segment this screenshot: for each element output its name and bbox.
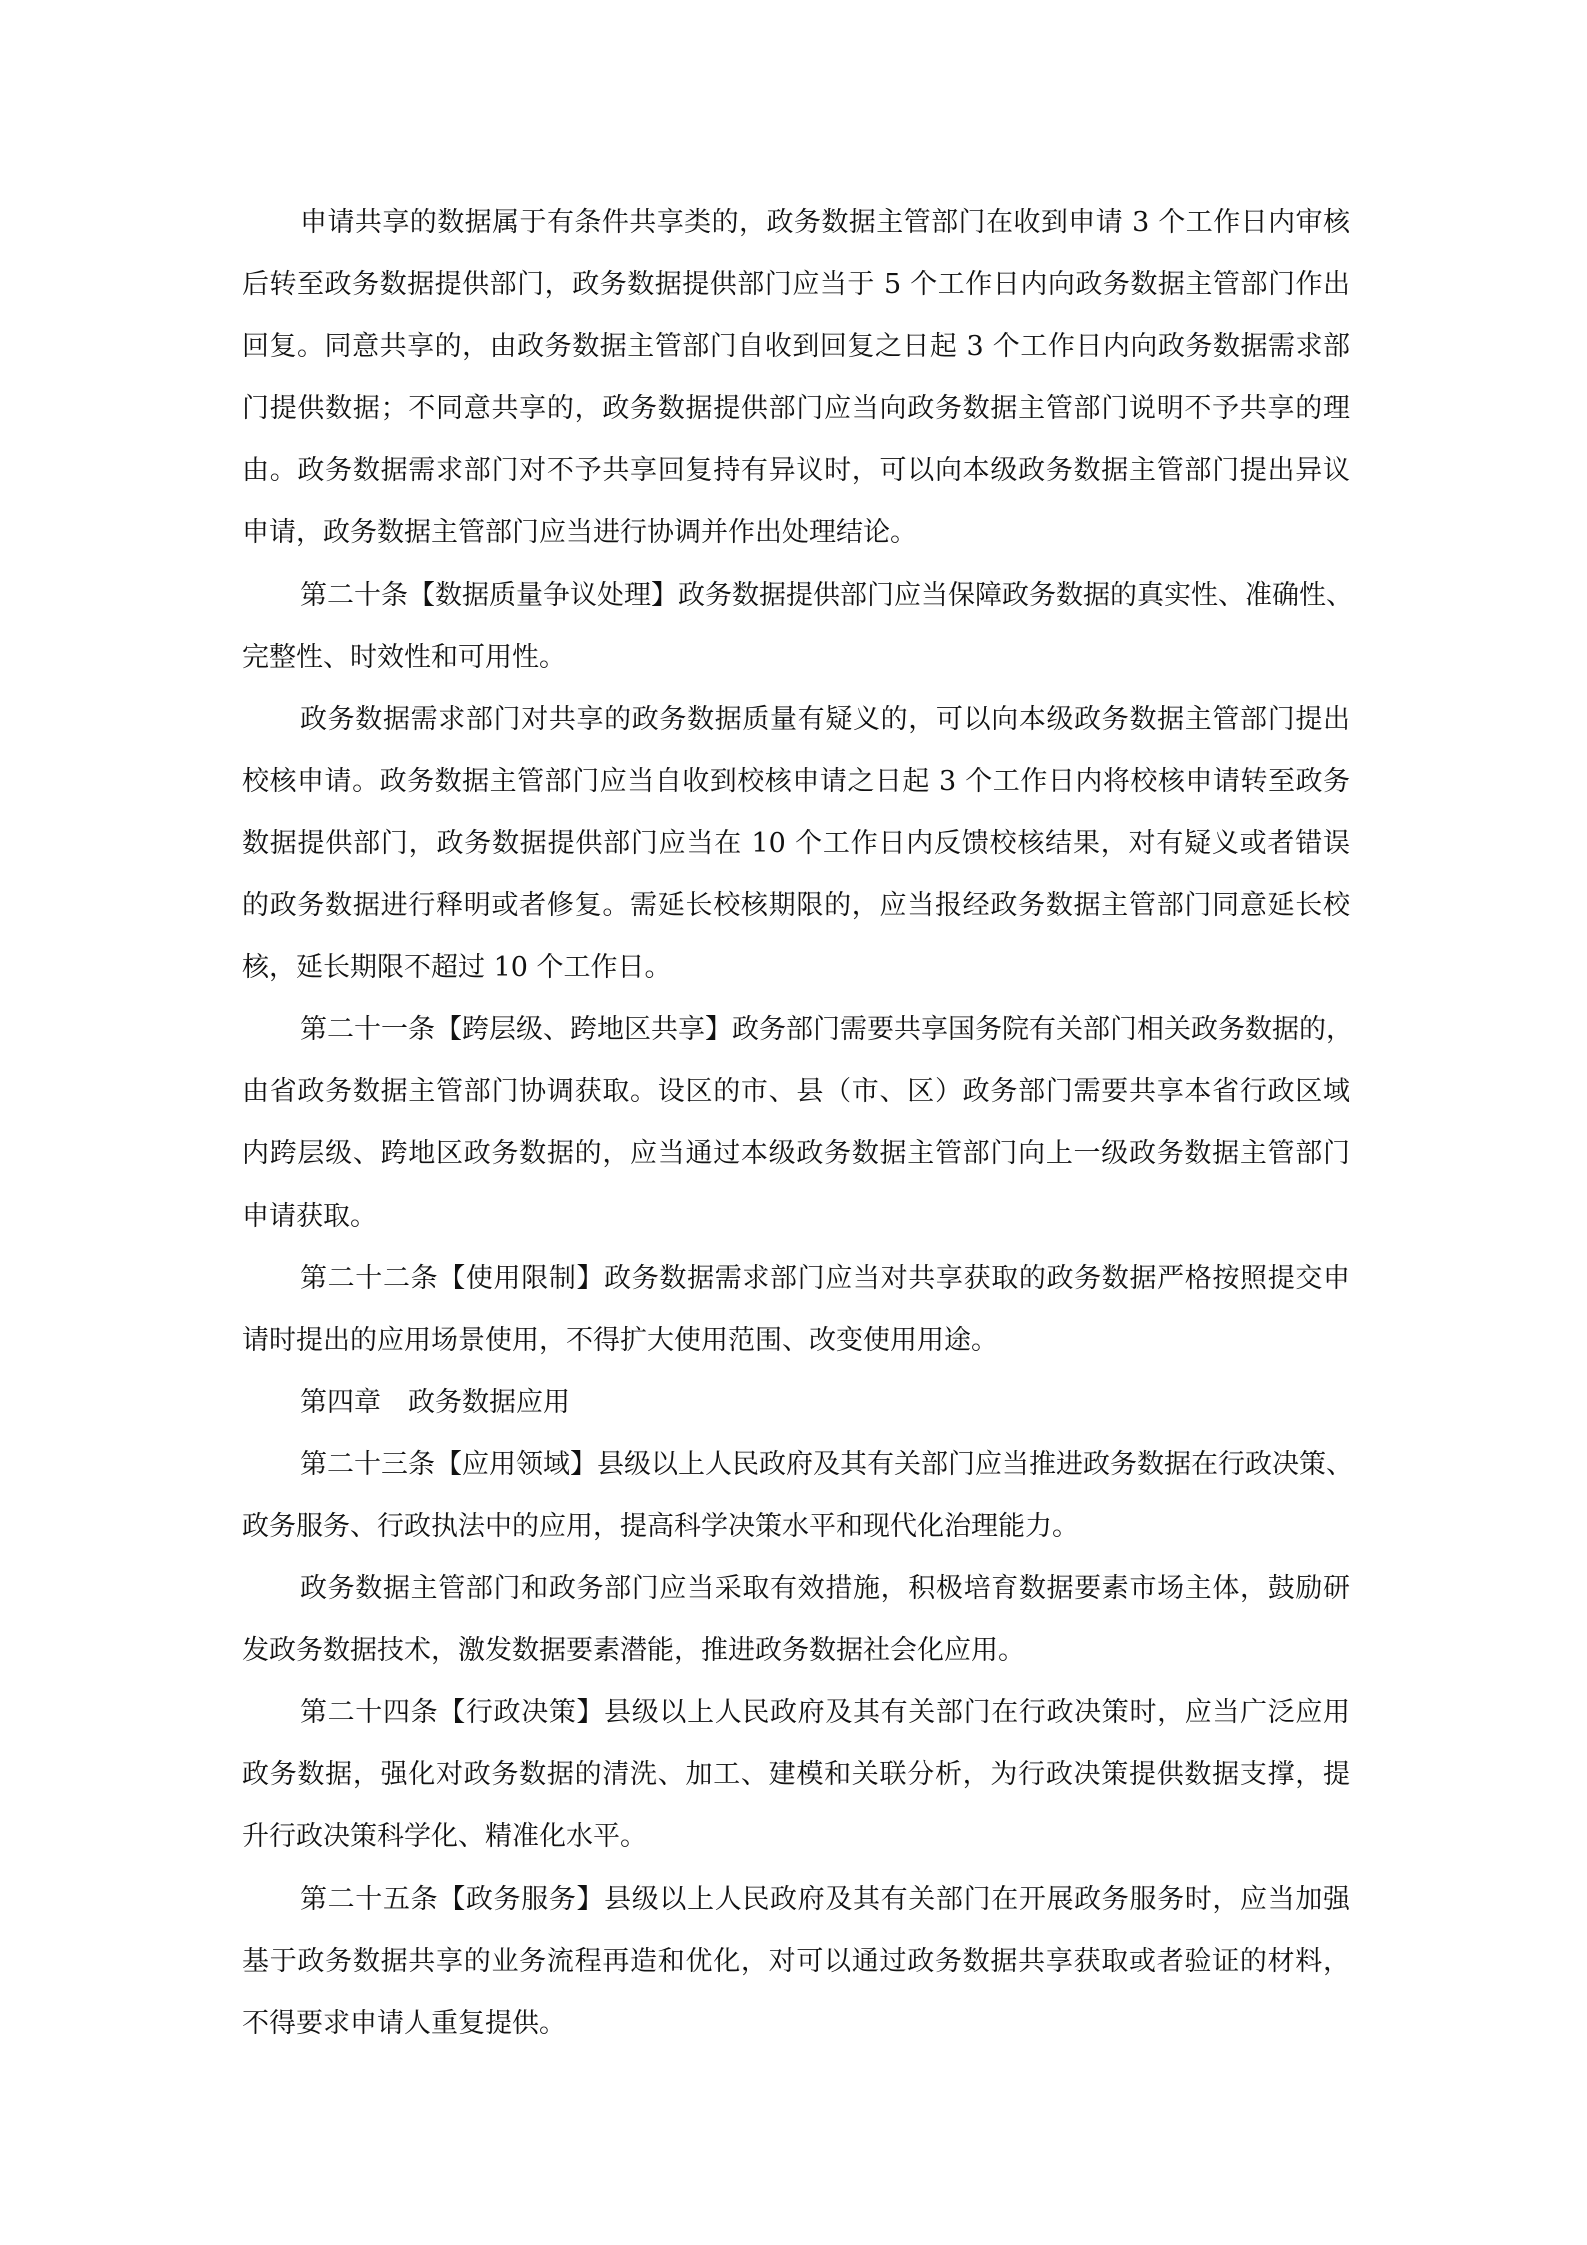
- text-line: 申请共享的数据属于有条件共享类的，政务数据主管部门在收到申请 3 个工作日内审核: [300, 207, 1350, 238]
- text-line: 升行政决策科学化、精准化水平。: [242, 1821, 647, 1853]
- paragraph: [242, 1248, 1350, 1372]
- text-line: 第二十五条【政务服务】县级以上人民政府及其有关部门在开展政务服务时，应当加强: [300, 1883, 1350, 1915]
- text-line: 数据提供部门，政务数据提供部门应当在 10 个工作日内反馈校核结果，对有疑义或者错误: [242, 827, 1350, 859]
- text-line: 政务数据需求部门对共享的政务数据质量有疑义的，可以向本级政务数据主管部门提出: [300, 703, 1350, 735]
- text-line: 第二十二条【使用限制】政务数据需求部门应当对共享获取的政务数据严格按照提交申: [300, 1262, 1350, 1294]
- text-line: 政务服务、行政执法中的应用，提高科学决策水平和现代化治理能力。: [242, 1510, 1079, 1542]
- text-line: 请时提出的应用场景使用，不得扩大使用范围、改变使用用途。: [242, 1324, 998, 1356]
- text-line: 政务数据，强化对政务数据的清洗、加工、建模和关联分析，为行政决策提供数据支撑，提: [242, 1759, 1350, 1791]
- text-line: 政务数据主管部门和政务部门应当采取有效措施，积极培育数据要素市场主体，鼓励研: [300, 1573, 1350, 1605]
- text-line: 基于政务数据共享的业务流程再造和优化，对可以通过政务数据共享获取或者验证的材料，: [242, 1945, 1350, 1977]
- text-line: 后转至政务数据提供部门，政务数据提供部门应当于 5 个工作日内向政务数据主管部门作出: [242, 269, 1350, 301]
- text-line: 第四章 政务数据应用: [300, 1386, 570, 1418]
- text-line: 第二十条【数据质量争议处理】政务数据提供部门应当保障政务数据的真实性、准确性、: [300, 579, 1353, 611]
- text-line: 申请获取。: [242, 1200, 377, 1232]
- paragraph: [242, 1434, 1353, 1558]
- text-line: 内跨层级、跨地区政务数据的，应当通过本级政务数据主管部门向上一级政务数据主管部门: [242, 1138, 1350, 1170]
- paragraph: [242, 1558, 1350, 1682]
- text-line: 核，延长期限不超过 10 个工作日。: [242, 952, 672, 984]
- text-line: 第二十三条【应用领域】县级以上人民政府及其有关部门应当推进政务数据在行政决策、: [300, 1448, 1353, 1480]
- paragraph: [242, 689, 1350, 999]
- text-line: 校核申请。政务数据主管部门应当自收到校核申请之日起 3 个工作日内将校核申请转至政务: [242, 765, 1350, 797]
- text-line: 完整性、时效性和可用性。: [242, 641, 566, 673]
- text-line: 申请，政务数据主管部门应当进行协调并作出处理结论。: [242, 517, 917, 549]
- document-body: [242, 192, 1353, 2055]
- paragraph: [242, 565, 1353, 689]
- text-line: 第二十一条【跨层级、跨地区共享】政务部门需要共享国务院有关部门相关政务数据的，: [300, 1014, 1353, 1046]
- chapter-heading: [242, 1372, 1350, 1434]
- paragraph: [242, 999, 1353, 1247]
- text-line: 第二十四条【行政决策】县级以上人民政府及其有关部门在行政决策时，应当广泛应用: [300, 1697, 1350, 1729]
- paragraph: [242, 1682, 1350, 1868]
- text-line: 回复。同意共享的，由政务数据主管部门自收到回复之日起 3 个工作日内向政务数据需求部: [242, 331, 1350, 363]
- text-line: 由省政务数据主管部门协调获取。设区的市、县（市、区）政务部门需要共享本省行政区域: [242, 1076, 1350, 1108]
- text-line: 门提供数据；不同意共享的，政务数据提供部门应当向政务数据主管部门说明不予共享的理: [242, 393, 1350, 425]
- text-line: 发政务数据技术，激发数据要素潜能，推进政务数据社会化应用。: [242, 1635, 1025, 1667]
- text-line: 不得要求申请人重复提供。: [242, 2007, 566, 2039]
- paragraph: [242, 192, 1350, 565]
- text-line: 由。政务数据需求部门对不予共享回复持有异议时，可以向本级政务数据主管部门提出异议: [242, 455, 1350, 487]
- text-line: 的政务数据进行释明或者修复。需延长校核期限的，应当报经政务数据主管部门同意延长校: [242, 890, 1350, 922]
- paragraph: [242, 1869, 1350, 2055]
